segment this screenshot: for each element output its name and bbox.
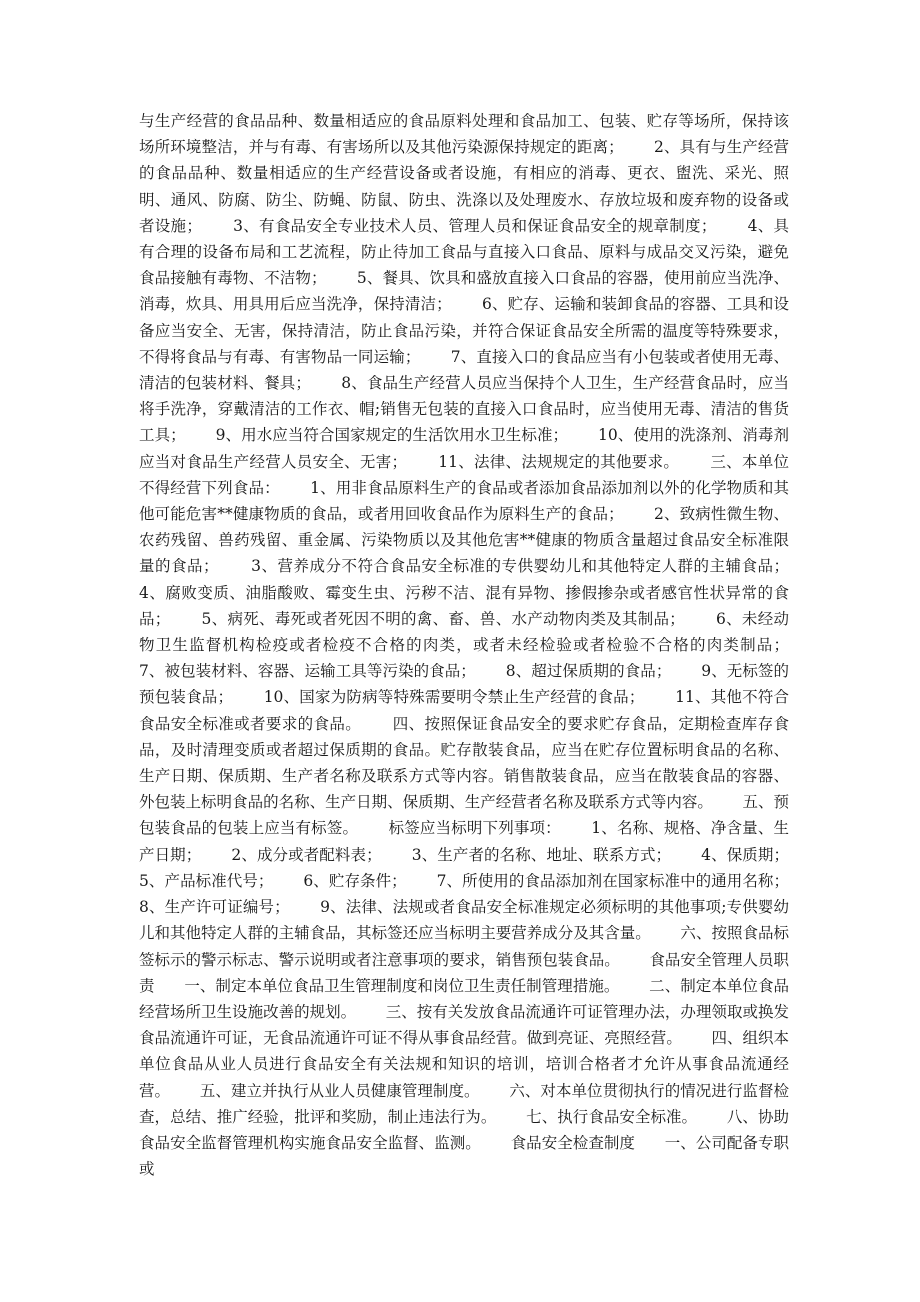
document-page — [139, 108, 819, 1182]
body-paragraph: 与生产经营的食品品种、数量相适应的食品原料处理和食品加工、包装、贮存等场所，保持该场所环境整洁，并与有毒、有害场所以及其他污染源保持规定的距离； 2、具有与生产经营的食品品种、数量相适应的生产经营设备或者设施，有相应的消毒、更衣、盥洗、采光、照明、通风、防腐、防尘、防蝇、防鼠、防虫、洗涤以及处理废水、存放垃圾和废弃物的设备或者设施； 3、有食品安全专业技术人员、管理人员和保证食品安全的规章制度； 4、具有合理的设备布局和工艺流程，防止待加工食品与直接入口食品、原料与成品交叉污染，避免食品接触有毒物、不洁物； 5、餐具、饮具和盛放直接入口食品的容器，使用前应当洗净、消毒，炊具、用具用后应当洗净，保持清洁； 6、贮存、运输和装卸食品的容器、工具和设备应当安全、无害，保持清洁，防止食品污染，并符合保证食品安全所需的温度等特殊要求，不得将食品与有毒、有害物品一同运输； 7、直接入口的食品应当有小包装或者使用无毒、清洁的包装材料、餐具； 8、食品生产经营人员应当保持个人卫生，生产经营食品时，应当将手洗净，穿戴清洁的工作衣、帽;销售无包装的直接入口食品时，应当使用无毒、清洁的售货工具； 9、用水应当符合国家规定的生活饮用水卫生标准； 10、使用的洗涤剂、消毒剂应当对食品生产经营人员安全、无害； 11、法律、法规规定的其他要求。 三、本单位不得经营下列食品： 1、用非食品原料生产的食品或者添加食品添加剂以外的化学物质和其他可能危害**健康物质的食品，或者用回收食品作为原料生产的食品； 2、致病性微生物、农药残留、兽药残留、重金属、污染物质以及其他危害**健康的物质含量超过食品安全标准限量的食品； 3、营养成分不符合食品安全标准的专供婴幼儿和其他特定人群的主辅食品； 4、腐败变质、油脂酸败、霉变生虫、污秽不洁、混有异物、掺假掺杂或者感官性状异常的食品； 5、病死、毒死或者死因不明的禽、畜、兽、水产动物肉类及其制品； 6、未经动物卫生监督机构检疫或者检疫不合格的肉类，或者未经检验或者检验不合格的肉类制品； 7、被包装材料、容器、运输工具等污染的食品； 8、超过保质期的食品； 9、无标签的预包装食品； 10、国家为防病等特殊需要明令禁止生产经营的食品； 11、其他不符合食品安全标准或者要求的食品。 四、按照保证食品安全的要求贮存食品，定期检查库存食品，及时清理变质或者超过保质期的食品。贮存散装食品，应当在贮存位置标明食品的名称、生产日期、保质期、生产者名称及联系方式等内容。销售散装食品，应当在散装食品的容器、外包装上标明食品的名称、生产日期、保质期、生产经营者名称及联系方式等内容。 五、预包装食品的包装上应当有标签。 标签应当标明下列事项： 1、名称、规格、净含量、生产日期； 2、成分或者配料表； 3、生产者的名称、地址、联系方式； 4、保质期； 5、产品标准代号； 6、贮存条件； 7、所使用的食品添加剂在国家标准中的通用名称； 8、生产许可证编号； 9、法律、法规或者食品安全标准规定必须标明的其他事项;专供婴幼儿和其他特定人群的主辅食品，其标签还应当标明主要营养成分及其含量。 六、按照食品标签标示的警示标志、警示说明或者注意事项的要求，销售预包装食品。 食品安全管理人员职责 一、制定本单位食品卫生管理制度和岗位卫生责任制管理措施。 二、制定本单位食品经营场所卫生设施改善的规划。 三、按有关发放食品流通许可证管理办法，办理领取或换发食品流通许可证，无食品流通许可证不得从事食品经营。做到亮证、亮照经营。 四、组织本单位食品从业人员进行食品安全有关法规和知识的培训，培训合格者才允许从事食品流通经营。 五、建立并执行从业人员健康管理制度。 六、对本单位贯彻执行的情况进行监督检查，总结、推广经验，批评和奖励，制止违法行为。 七、执行食品安全标准。 八、协助食品安全监督管理机构实施食品安全监督、监测。 食品安全检查制度 一、公司配备专职或 — [139, 112, 819, 1179]
